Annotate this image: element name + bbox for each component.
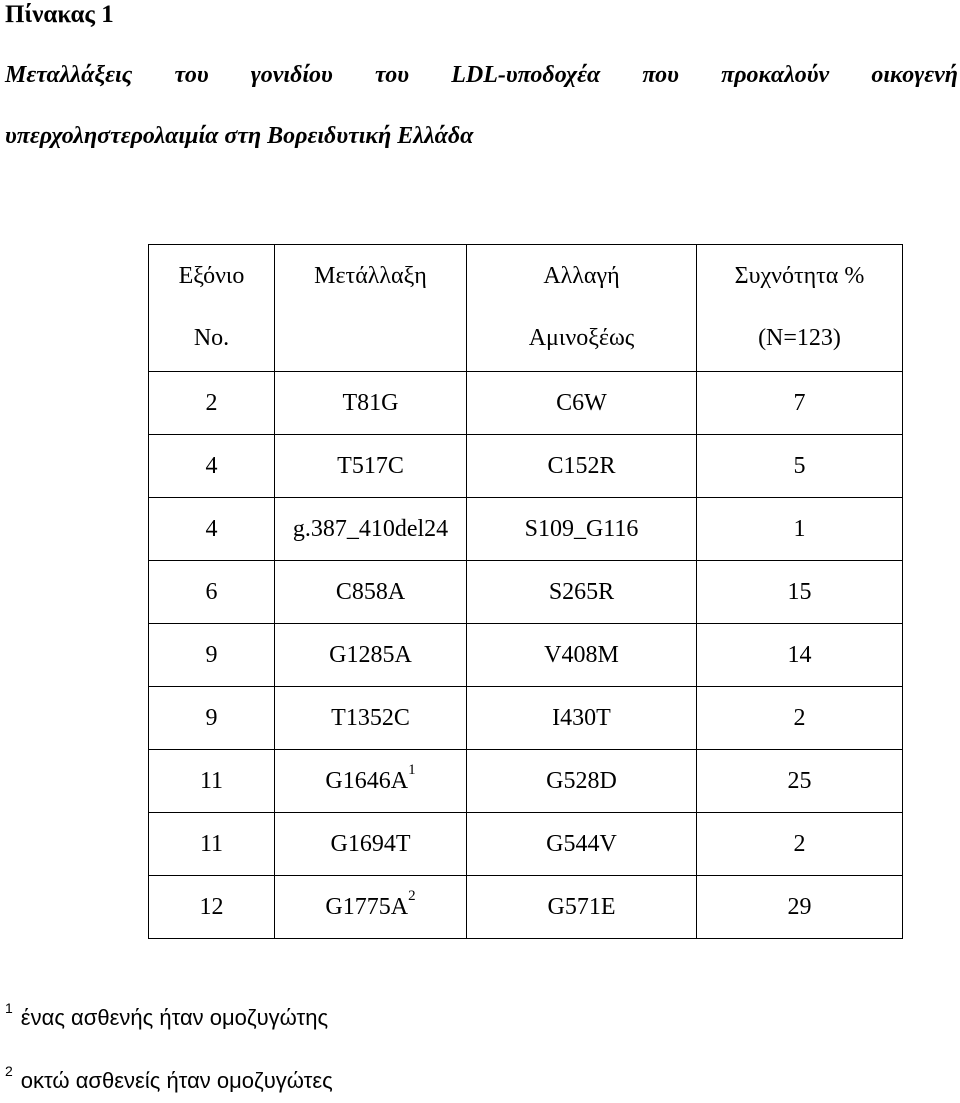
cell-mutation-text: g.387_410del24 bbox=[292, 515, 449, 542]
table-row bbox=[149, 624, 903, 687]
caption-word: γονιδίου bbox=[250, 62, 333, 88]
cell-mutation-text: C858A bbox=[335, 578, 406, 605]
cell-exon-text: 6 bbox=[205, 578, 218, 605]
footnote-text: οκτώ ασθενείς ήταν ομοζυγώτες bbox=[20, 1068, 333, 1093]
cell-frequency bbox=[697, 372, 903, 435]
footnote-marker: 1 bbox=[5, 1000, 13, 1016]
cell-frequency bbox=[697, 687, 903, 750]
table-row bbox=[149, 561, 903, 624]
table-row bbox=[149, 372, 903, 435]
cell-exon-text: 9 bbox=[205, 704, 218, 731]
table-row bbox=[149, 498, 903, 561]
cell-aa-change-text: G544V bbox=[546, 830, 617, 857]
cell-exon bbox=[149, 876, 275, 939]
cell-frequency-text: 2 bbox=[793, 704, 806, 731]
cell-aa-change bbox=[467, 624, 697, 687]
cell-aa-change-text: I430T bbox=[552, 704, 611, 731]
cell-aa-change bbox=[467, 687, 697, 750]
cell-exon bbox=[149, 687, 275, 750]
cell-frequency bbox=[697, 561, 903, 624]
table-row bbox=[149, 435, 903, 498]
cell-aa-change-text: C152R bbox=[547, 452, 616, 479]
cell-exon bbox=[149, 498, 275, 561]
cell-mutation bbox=[275, 687, 467, 750]
cell-exon-text: 9 bbox=[205, 641, 218, 668]
cell-exon-text: 2 bbox=[205, 389, 218, 416]
cell-aa-change-text: G571E bbox=[547, 893, 616, 920]
footnote-reference: 1 bbox=[408, 761, 416, 778]
cell-exon bbox=[149, 624, 275, 687]
header-exon-line1: Εξόνιο bbox=[178, 263, 245, 289]
caption-word: οικογενή bbox=[871, 62, 958, 88]
cell-aa-change bbox=[467, 498, 697, 561]
cell-exon bbox=[149, 372, 275, 435]
cell-mutation bbox=[275, 876, 467, 939]
cell-frequency bbox=[697, 624, 903, 687]
caption-line-1 bbox=[5, 60, 958, 90]
header-frequency-line1: Συχνότητα % bbox=[734, 263, 865, 289]
cell-aa-change bbox=[467, 372, 697, 435]
cell-frequency-text: 5 bbox=[793, 452, 806, 479]
cell-frequency-text: 2 bbox=[793, 830, 806, 857]
cell-mutation bbox=[275, 435, 467, 498]
cell-aa-change-text: C6W bbox=[556, 389, 607, 416]
mutations-table bbox=[148, 244, 903, 939]
caption-word: του bbox=[374, 62, 410, 88]
cell-exon-text: 11 bbox=[199, 830, 224, 857]
cell-aa-change-text: S109_G116 bbox=[524, 515, 639, 542]
header-mutation bbox=[275, 245, 467, 372]
table-row bbox=[149, 687, 903, 750]
cell-aa-change-text: V408M bbox=[544, 641, 619, 668]
cell-mutation bbox=[275, 498, 467, 561]
footnote-reference: 2 bbox=[408, 887, 416, 904]
cell-frequency-text: 14 bbox=[787, 641, 812, 668]
cell-frequency-text: 15 bbox=[787, 578, 812, 605]
cell-exon-text: 4 bbox=[205, 515, 218, 542]
header-frequency bbox=[697, 245, 903, 372]
caption-word: προκαλούν bbox=[721, 62, 830, 88]
cell-frequency-text: 1 bbox=[793, 515, 806, 542]
header-exon-line2: No. bbox=[193, 325, 230, 351]
footnote-marker: 2 bbox=[5, 1063, 13, 1079]
cell-exon-text: 11 bbox=[199, 767, 224, 794]
cell-aa-change-text: S265R bbox=[548, 578, 615, 605]
header-exon bbox=[149, 245, 275, 372]
cell-aa-change bbox=[467, 813, 697, 876]
cell-mutation-text: T1352C bbox=[331, 704, 410, 731]
cell-aa-change bbox=[467, 435, 697, 498]
cell-mutation bbox=[275, 750, 467, 813]
cell-aa-change bbox=[467, 876, 697, 939]
cell-mutation bbox=[275, 813, 467, 876]
cell-mutation bbox=[275, 372, 467, 435]
cell-exon-text: 12 bbox=[199, 893, 224, 920]
cell-aa-change-text: G528D bbox=[546, 767, 617, 794]
cell-exon bbox=[149, 750, 275, 813]
cell-frequency-text: 25 bbox=[787, 767, 812, 794]
cell-frequency bbox=[697, 750, 903, 813]
cell-frequency bbox=[697, 435, 903, 498]
header-aa-change-line1: Αλλαγή bbox=[543, 263, 620, 289]
table-row bbox=[149, 876, 903, 939]
header-frequency-line2: (N=123) bbox=[758, 325, 841, 351]
cell-frequency-text: 7 bbox=[793, 389, 806, 416]
caption-word: Μεταλλάξεις bbox=[5, 62, 133, 88]
cell-mutation-text: G1775A bbox=[325, 893, 409, 920]
table-header-row bbox=[149, 245, 903, 372]
cell-frequency bbox=[697, 876, 903, 939]
header-aa-change bbox=[467, 245, 697, 372]
caption-word: LDL-υποδοχέα bbox=[451, 62, 601, 88]
caption-word: που bbox=[642, 62, 679, 88]
footnote-text: ένας ασθενής ήταν ομοζυγώτης bbox=[20, 1005, 329, 1030]
cell-frequency bbox=[697, 813, 903, 876]
table-row bbox=[149, 750, 903, 813]
cell-mutation-text: G1285A bbox=[329, 641, 412, 668]
footnote-2 bbox=[5, 1063, 333, 1094]
cell-frequency bbox=[697, 498, 903, 561]
header-mutation-line2 bbox=[275, 307, 466, 369]
footnote-1 bbox=[5, 1000, 329, 1031]
cell-mutation bbox=[275, 561, 467, 624]
cell-aa-change bbox=[467, 750, 697, 813]
cell-exon bbox=[149, 813, 275, 876]
cell-mutation-text: T81G bbox=[342, 389, 399, 416]
table-row bbox=[149, 813, 903, 876]
caption-line-2: υπερχοληστερολαιμία στη Βορειδυτική Ελλάδα bbox=[5, 123, 474, 149]
header-mutation-line1: Μετάλλαξη bbox=[314, 263, 427, 289]
cell-frequency-text: 29 bbox=[787, 893, 812, 920]
cell-mutation bbox=[275, 624, 467, 687]
cell-aa-change bbox=[467, 561, 697, 624]
header-aa-change-line2: Αμινοξέως bbox=[528, 325, 635, 351]
cell-mutation-text: T517C bbox=[337, 452, 404, 479]
cell-mutation-text: G1646A bbox=[325, 767, 409, 794]
table-title: Πίνακας 1 bbox=[5, 1, 114, 28]
cell-exon-text: 4 bbox=[205, 452, 218, 479]
cell-mutation-text: G1694T bbox=[330, 830, 411, 857]
caption-word: του bbox=[174, 62, 209, 88]
cell-exon bbox=[149, 561, 275, 624]
cell-exon bbox=[149, 435, 275, 498]
